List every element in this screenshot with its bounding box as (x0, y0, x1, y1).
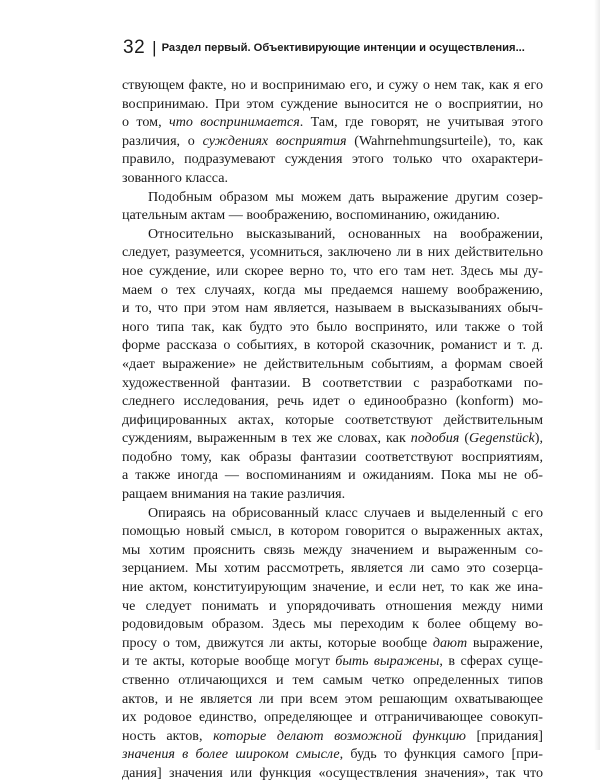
text-segment: мы хотим прояснить связь между значением и выраженным со- (122, 541, 543, 558)
text-line (122, 206, 543, 225)
text-line (122, 336, 543, 355)
text-segment: зованного класса. (122, 169, 228, 186)
text-segment: выражение, (467, 634, 543, 651)
text-line (122, 578, 543, 597)
text-line (122, 541, 543, 560)
text-segment: актов, и не является ли при всем этом решающим охватывающее (122, 690, 543, 707)
text-line (122, 76, 543, 95)
text-line (122, 374, 543, 393)
text-segment: Относительно высказываний, основанных на воображении, (148, 225, 543, 242)
text-segment: ), (534, 430, 543, 447)
text-segment: Опираясь на обрисованный класс случаев и выделенный с его (148, 504, 543, 521)
header-separator: | (152, 38, 157, 57)
text-line (122, 262, 543, 281)
text-line (122, 299, 543, 318)
text-segment: ние актом, конституирующим значение, и если нет, то как же ина- (122, 579, 543, 596)
text-line (122, 485, 543, 504)
italic-text: подобия (410, 430, 460, 447)
text-line (122, 652, 543, 671)
text-line (122, 113, 543, 132)
text-line (122, 764, 543, 783)
text-segment: ( (459, 430, 470, 447)
text-segment: их родовое единство, определяющее и отграничивающее совокуп- (122, 709, 543, 726)
italic-text: значения в более широком смысле (122, 746, 340, 763)
text-segment: ное суждение, или скорее верно то, что его там нет. Здесь мы ду- (122, 262, 543, 279)
text-segment: следнего исследования, речь идет о единообразно (konform) мо- (122, 393, 543, 410)
italic-text: быть выражены (335, 653, 440, 670)
text-segment: и то, что при этом нам является, называем в высказываниях обыч- (122, 300, 543, 317)
text-segment: ственно отличающихся и тем самым четко определенных типов (122, 672, 543, 688)
text-line (122, 597, 543, 616)
text-segment: , будь то функция самого [при- (339, 746, 543, 763)
text-line (122, 708, 543, 727)
text-segment: форме рассказа о событиях, в которой сказочник, романист и т. д. (122, 337, 543, 354)
text-segment: (Wahrnehmungsurteile), то, как (346, 132, 543, 149)
text-line (122, 392, 543, 411)
text-line (122, 150, 543, 169)
text-segment: и те акты, которые вообще могут (122, 653, 336, 670)
text-segment: , в сферах суще- (439, 653, 543, 670)
text-segment: о том, (122, 114, 169, 131)
text-segment: художественной фантазии. В соответствии с разработками по- (122, 374, 543, 391)
text-segment: различия, о (122, 132, 203, 149)
text-line (122, 411, 543, 430)
text-segment: дания] значения или функция «осуществления значения», так что (122, 764, 543, 781)
text-segment: дифицированных актах, которые соответствуют действительным (122, 411, 543, 428)
text-segment: . Там, где говорят, не учитывая этого (299, 114, 544, 131)
text-line (122, 281, 543, 300)
running-header (123, 37, 543, 59)
italic-text: что воспринимается (168, 114, 300, 131)
text-line (122, 132, 543, 151)
text-line (122, 522, 543, 541)
text-segment: правило, подразумевают суждения этого только что охарактери- (122, 151, 543, 168)
text-segment: воспринимаю. При этом суждение выносится не о восприятии, но (122, 95, 543, 112)
text-line (122, 727, 543, 746)
text-segment: маем о тех случаях, когда мы предаемся нашему воображению, (122, 281, 543, 298)
text-segment: ного типа так, как будто это было воспринято, или также о той (122, 318, 543, 335)
text-line (122, 225, 543, 244)
body-text (122, 76, 543, 783)
text-segment: подобно тому, как образы фантазии соответствуют восприятиям, (122, 448, 543, 465)
text-line (122, 745, 543, 764)
text-line (122, 318, 543, 337)
text-segment: следует, разумеется, усомниться, заключено ли в них действительно (122, 244, 543, 261)
text-line (122, 355, 543, 374)
text-line (122, 671, 543, 690)
italic-text: суждениях восприятия (202, 132, 347, 149)
text-line (122, 690, 543, 709)
text-line (122, 634, 543, 653)
text-line (122, 615, 543, 634)
text-segment: помощью новый смысл, в котором говорится о выраженных актах, (122, 523, 543, 540)
italic-text: дают (432, 634, 468, 651)
text-segment: [придания] (465, 727, 543, 744)
text-segment: а также иногда — воспоминаниям и ожиданиям. Пока мы не об- (122, 467, 543, 484)
text-segment: че следует понимать и упорядочивать отношения между ними (122, 597, 543, 614)
text-segment: ствующем факте, но и воспринимаю его, и сужу о нем так, как я его (122, 77, 543, 93)
text-line (122, 504, 543, 523)
text-line (122, 169, 543, 188)
page-edge-shadow (594, 0, 600, 750)
text-line (122, 466, 543, 485)
text-line (122, 429, 543, 448)
running-title: Раздел первый. Объективирующие интенции и осуществления... (161, 42, 525, 54)
text-segment: суждениям, выраженным в тех же словах, как (122, 430, 411, 447)
text-segment: ращаем внимания на такие различия. (122, 486, 346, 503)
text-line (122, 188, 543, 207)
text-segment: цательным актам — воображению, воспоминанию, ожиданию. (122, 207, 500, 224)
text-segment: ность актов, (122, 727, 214, 744)
text-segment: зерцанием. Мы хотим рассмотреть, является ли само это созерца- (122, 560, 543, 577)
italic-text: которые делают возможной функцию (213, 727, 466, 744)
text-segment: «дает выражение» не действительным событиям, а формам своей (122, 355, 543, 372)
text-line (122, 95, 543, 114)
page-number: 32 (123, 37, 146, 58)
text-line (122, 243, 543, 262)
text-segment: родовидовым образом. Здесь мы переходим к более общему во- (122, 616, 543, 633)
text-segment: Подобным образом мы можем дать выражение другим созер- (148, 188, 543, 205)
text-line (122, 559, 543, 578)
text-line (122, 448, 543, 467)
text-segment: просу о том, движутся ли акты, которые вообще (122, 634, 433, 651)
italic-text: Gegenstück (469, 430, 535, 447)
